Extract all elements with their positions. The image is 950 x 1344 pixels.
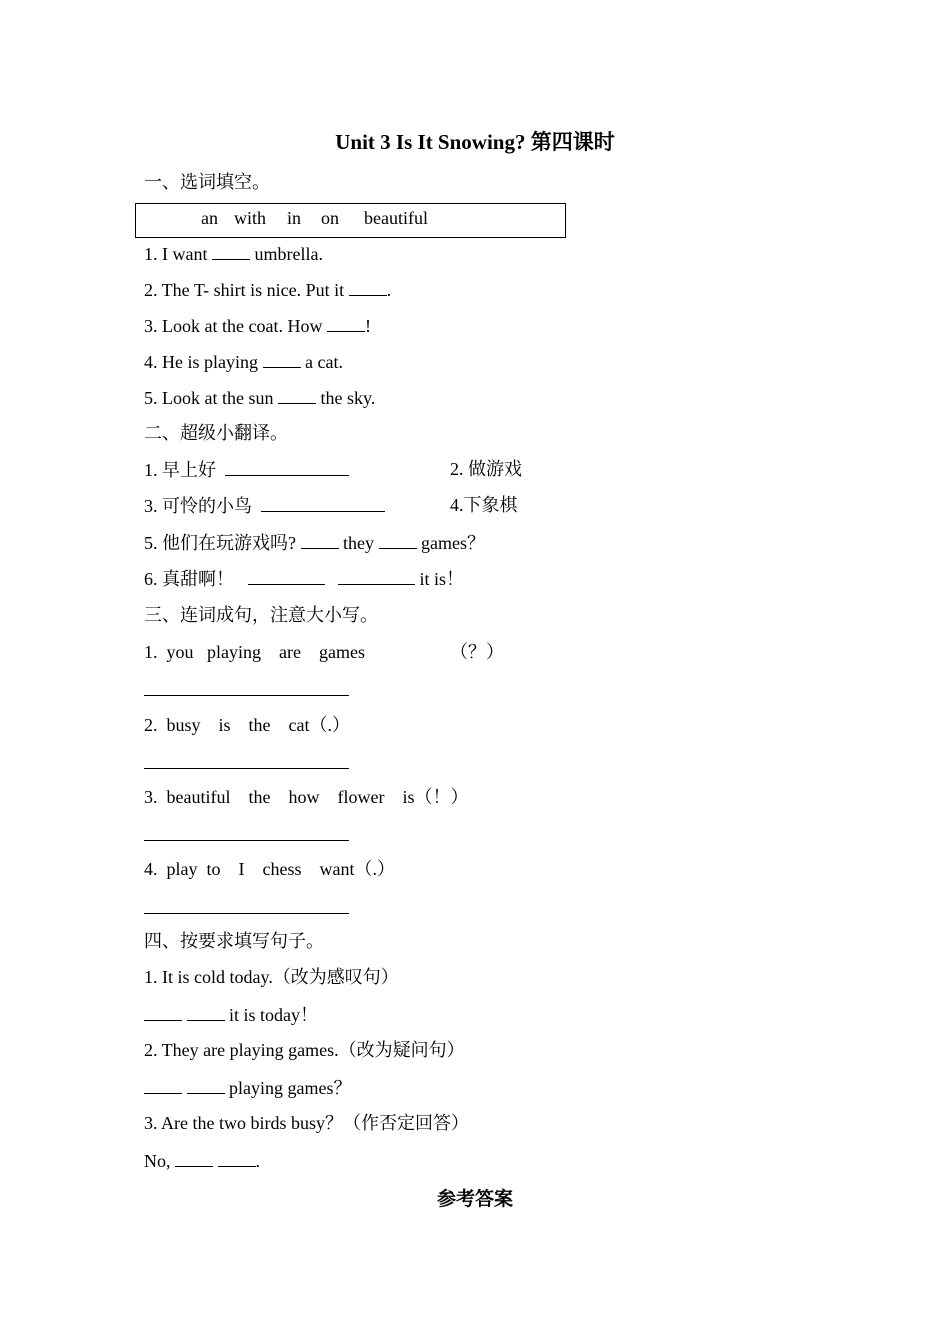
fill-blank[interactable] xyxy=(187,1002,225,1021)
s4-item-2-answer: playing games？ xyxy=(144,1075,351,1100)
answer-key-heading: 参考答案 xyxy=(436,1189,513,1210)
fill-blank[interactable] xyxy=(187,1075,225,1094)
answer-line[interactable] xyxy=(144,768,349,769)
section3-heading: 三、连词成句，注意大小写。 xyxy=(144,605,378,625)
answer-line[interactable] xyxy=(144,840,349,841)
s3-item-2: 2. busy is the cat（.） xyxy=(144,715,350,735)
fill-blank[interactable] xyxy=(278,385,316,404)
answer-line[interactable] xyxy=(144,695,349,696)
answer-line[interactable] xyxy=(144,913,349,914)
s4-item-3-prompt: 3. Are the two birds busy？（作否定回答） xyxy=(144,1113,469,1133)
fill-blank[interactable] xyxy=(225,457,349,476)
s3-item-3: 3. beautiful the how flower is（！） xyxy=(144,787,469,807)
fill-blank[interactable] xyxy=(327,313,365,332)
fill-blank[interactable] xyxy=(263,349,301,368)
word-bank-word: with xyxy=(234,208,267,228)
word-bank-word: an xyxy=(201,208,218,228)
fill-blank[interactable] xyxy=(212,241,250,260)
s3-item-4: 4. play to I chess want（.） xyxy=(144,859,395,879)
section4-heading: 四、按要求填写句子。 xyxy=(144,931,324,951)
s4-item-2-prompt: 2. They are playing games.（改为疑问句） xyxy=(144,1040,465,1060)
s1-item-1: 1. I want umbrella. xyxy=(144,241,323,266)
section1-heading: 一、选词填空。 xyxy=(144,172,270,192)
word-bank-word: on xyxy=(321,208,339,228)
s1-item-2: 2. The T- shirt is nice. Put it . xyxy=(144,277,391,302)
s3-item-1-punct: （？） xyxy=(450,642,504,662)
s1-item-5: 5. Look at the sun the sky. xyxy=(144,385,375,410)
s1-item-4: 4. He is playing a cat. xyxy=(144,349,343,374)
fill-blank[interactable] xyxy=(349,277,387,296)
s2-item-3: 3. 可怜的小鸟 xyxy=(144,493,385,518)
s2-item-2: 2. 做游戏 xyxy=(450,459,522,479)
fill-blank[interactable] xyxy=(301,530,339,549)
fill-blank[interactable] xyxy=(379,530,417,549)
fill-blank[interactable] xyxy=(248,566,325,585)
s2-item-6: 6. 真甜啊！ it is！ xyxy=(144,566,464,591)
s4-item-1-answer: it is today！ xyxy=(144,1002,318,1027)
section2-heading: 二、超级小翻译。 xyxy=(144,423,288,443)
fill-blank[interactable] xyxy=(338,566,415,585)
page-title: Unit 3 Is It Snowing? 第四课时 xyxy=(335,130,615,154)
fill-blank[interactable] xyxy=(218,1148,256,1167)
fill-blank[interactable] xyxy=(175,1148,213,1167)
s1-item-3: 3. Look at the coat. How ! xyxy=(144,313,371,338)
s3-item-1-words: 1. you playing are games xyxy=(144,642,365,662)
s2-item-4: 4.下象棋 xyxy=(450,495,518,515)
s2-item-5: 5. 他们在玩游戏吗? they games？ xyxy=(144,530,485,555)
word-bank-word: in xyxy=(287,208,302,228)
s2-item-1: 1. 早上好 xyxy=(144,457,349,482)
s4-item-3-answer: No, . xyxy=(144,1148,260,1173)
fill-blank[interactable] xyxy=(144,1002,182,1021)
fill-blank[interactable] xyxy=(261,493,385,512)
s4-item-1-prompt: 1. It is cold today.（改为感叹句） xyxy=(144,967,399,987)
word-bank-word: beautiful xyxy=(364,208,428,228)
fill-blank[interactable] xyxy=(144,1075,182,1094)
word-bank-box xyxy=(135,203,566,238)
